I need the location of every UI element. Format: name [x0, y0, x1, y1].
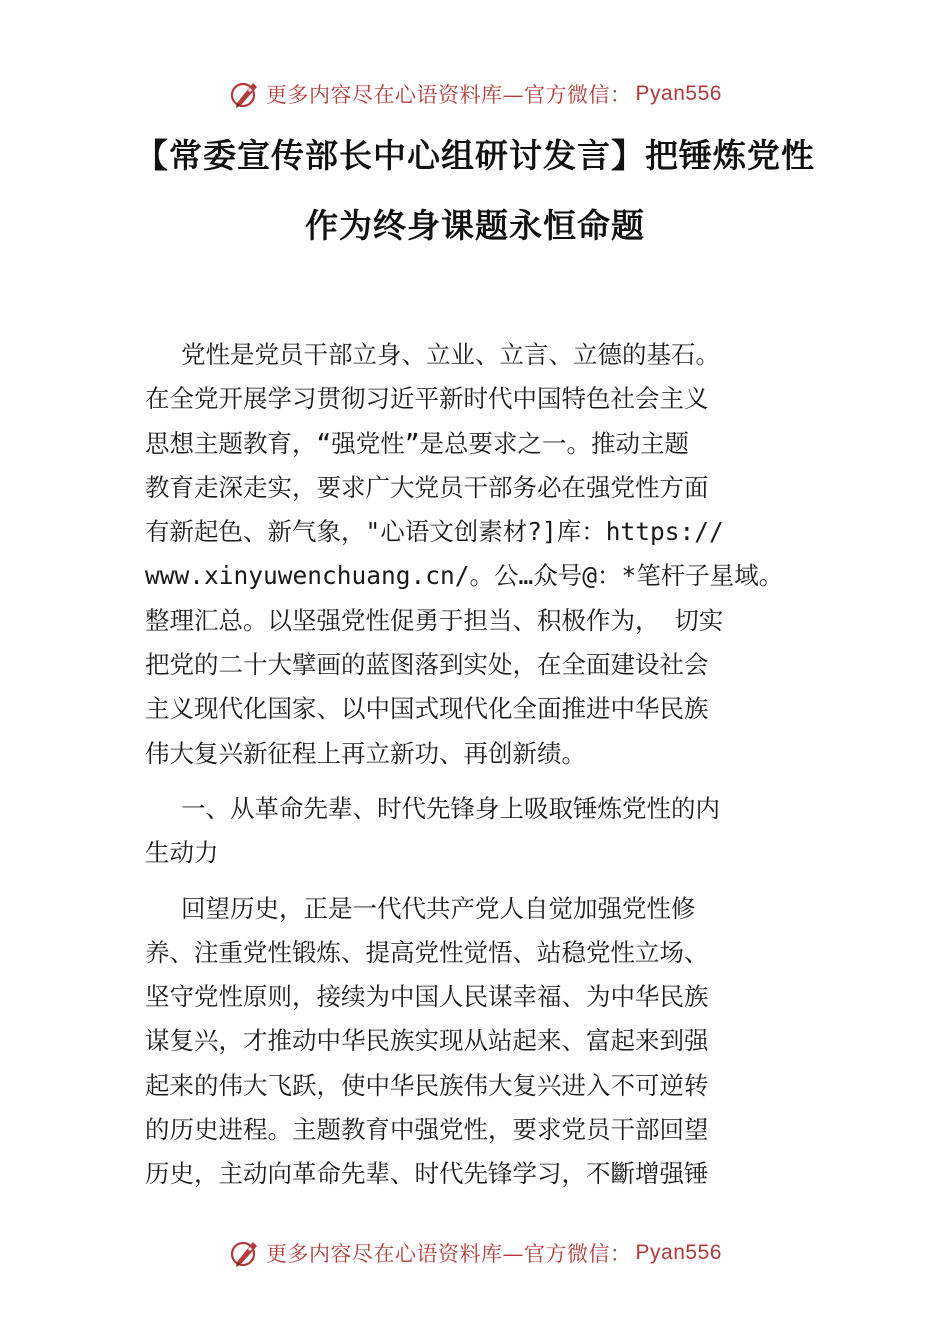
- section-heading-line: 生动力: [145, 838, 219, 868]
- pen-nib-logo-icon: [228, 77, 262, 111]
- banner-wechat-id: Pyan556: [635, 82, 722, 105]
- document-body: [145, 333, 825, 1197]
- body-line: 主义现代化国家、以中国式现代化全面推进中华民族: [145, 694, 709, 724]
- banner-text: 更多内容尽在心语资料库—官方微信：: [266, 83, 632, 107]
- pen-nib-logo-icon: [228, 1236, 262, 1270]
- body-line: 把党的二十大擘画的蓝图落到实处，在全面建设社会: [145, 650, 709, 680]
- banner-wechat-id: Pyan556: [635, 1241, 722, 1264]
- body-line: 伟大复兴新征程上再立新功、再创新绩。: [145, 738, 586, 768]
- banner-text: 更多内容尽在心语资料库—官方微信：: [266, 1242, 632, 1266]
- body-line: 的历史进程。主题教育中强党性，要求党员干部回望: [145, 1115, 709, 1145]
- body-line: 党性是党员干部立身、立业、立言、立德的基石。: [181, 340, 720, 369]
- header-banner: [0, 74, 950, 114]
- body-line: 起来的伟大飞跃，使中华民族伟大复兴进入不可逆转: [145, 1070, 709, 1100]
- body-line: 坚守党性原则，接续为中国人民谋幸福、为中华民族: [145, 982, 709, 1012]
- body-line: 有新起色、新气象，"心语文创素材?]库：https://: [145, 517, 724, 547]
- body-line: 谋复兴，才推动中华民族实现从站起来、富起来到强: [145, 1026, 709, 1056]
- body-line: 历史，主动向革命先辈、时代先锋学习，不斷增强锤: [145, 1159, 709, 1189]
- section-heading-line: 一、从革命先辈、时代先锋身上吸取锤炼党性的内: [181, 793, 720, 823]
- body-line: 养、注重党性锻炼、提高党性觉悟、站稳党性立场、: [145, 937, 709, 967]
- body-line: 整理汇总。以坚强党性促勇于担当、积极作为， 切实: [145, 605, 724, 635]
- footer-banner: [0, 1233, 950, 1273]
- body-line: 在全党开展学习贯彻习近平新时代中国特色社会主义: [145, 384, 709, 414]
- body-line: 回望历史，正是一代代共产党人自觉加强党性修: [181, 893, 696, 923]
- body-line: www.xinyuwenchuang.cn/。公…众号@：*笔杆子星域。: [145, 561, 784, 591]
- body-line: 思想主题教育，“强党性”是总要求之一。推动主题: [145, 428, 689, 458]
- document-title-line-2: 作为终身课题永恒命题: [305, 206, 645, 245]
- body-line: 教育走深走实，要求广大党员干部务必在强党性方面: [145, 472, 709, 502]
- document-title-line-1: 【常委宣传部长中心组研讨发言】把锤炼党性: [135, 136, 815, 175]
